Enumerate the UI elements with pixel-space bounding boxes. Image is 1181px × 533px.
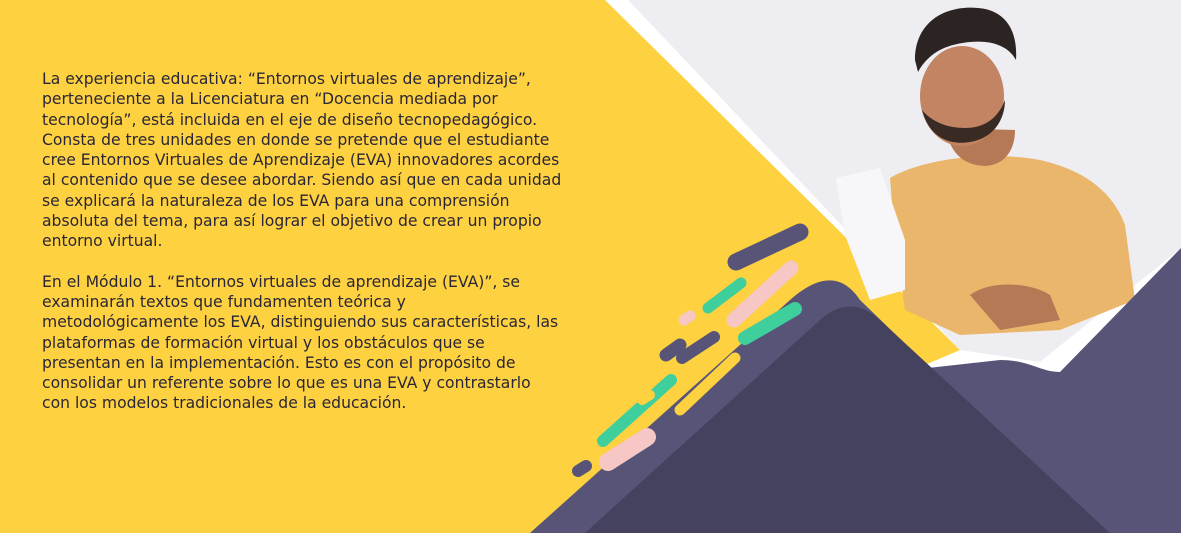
paragraph-module-1: En el Módulo 1. “Entornos virtuales de aprendizaje (EVA)”, se examinarán textos que fundamenten teórica y metodológicamente los EVA, distinguiendo sus características, las plataformas de formación virtual y los obstáculos que se presentan en la implementación. Esto es con el propósito de consolidar un referente sobre lo que es una EVA y contrastarlo con los modelos tradicionales de la educación. <box>42 272 559 413</box>
description-text <box>42 69 562 434</box>
paragraph-intro: La experiencia educativa: “Entornos virtuales de aprendizaje”, perteneciente a la Licenciatura en “Docencia mediada por tecnología”, está incluida en el eje de diseño tecnopedagógico. Consta de tres unidades en donde se pretende que el estudiante cree Entornos Virtuales de Aprendizaje (EVA) innovadores acordes al contenido que se desee abordar. Siendo así que en cada unidad se explicará la naturaleza de los EVA para una comprensión absoluta del tema, para así lograr el objetivo de crear un propio entorno virtual. <box>42 70 562 251</box>
